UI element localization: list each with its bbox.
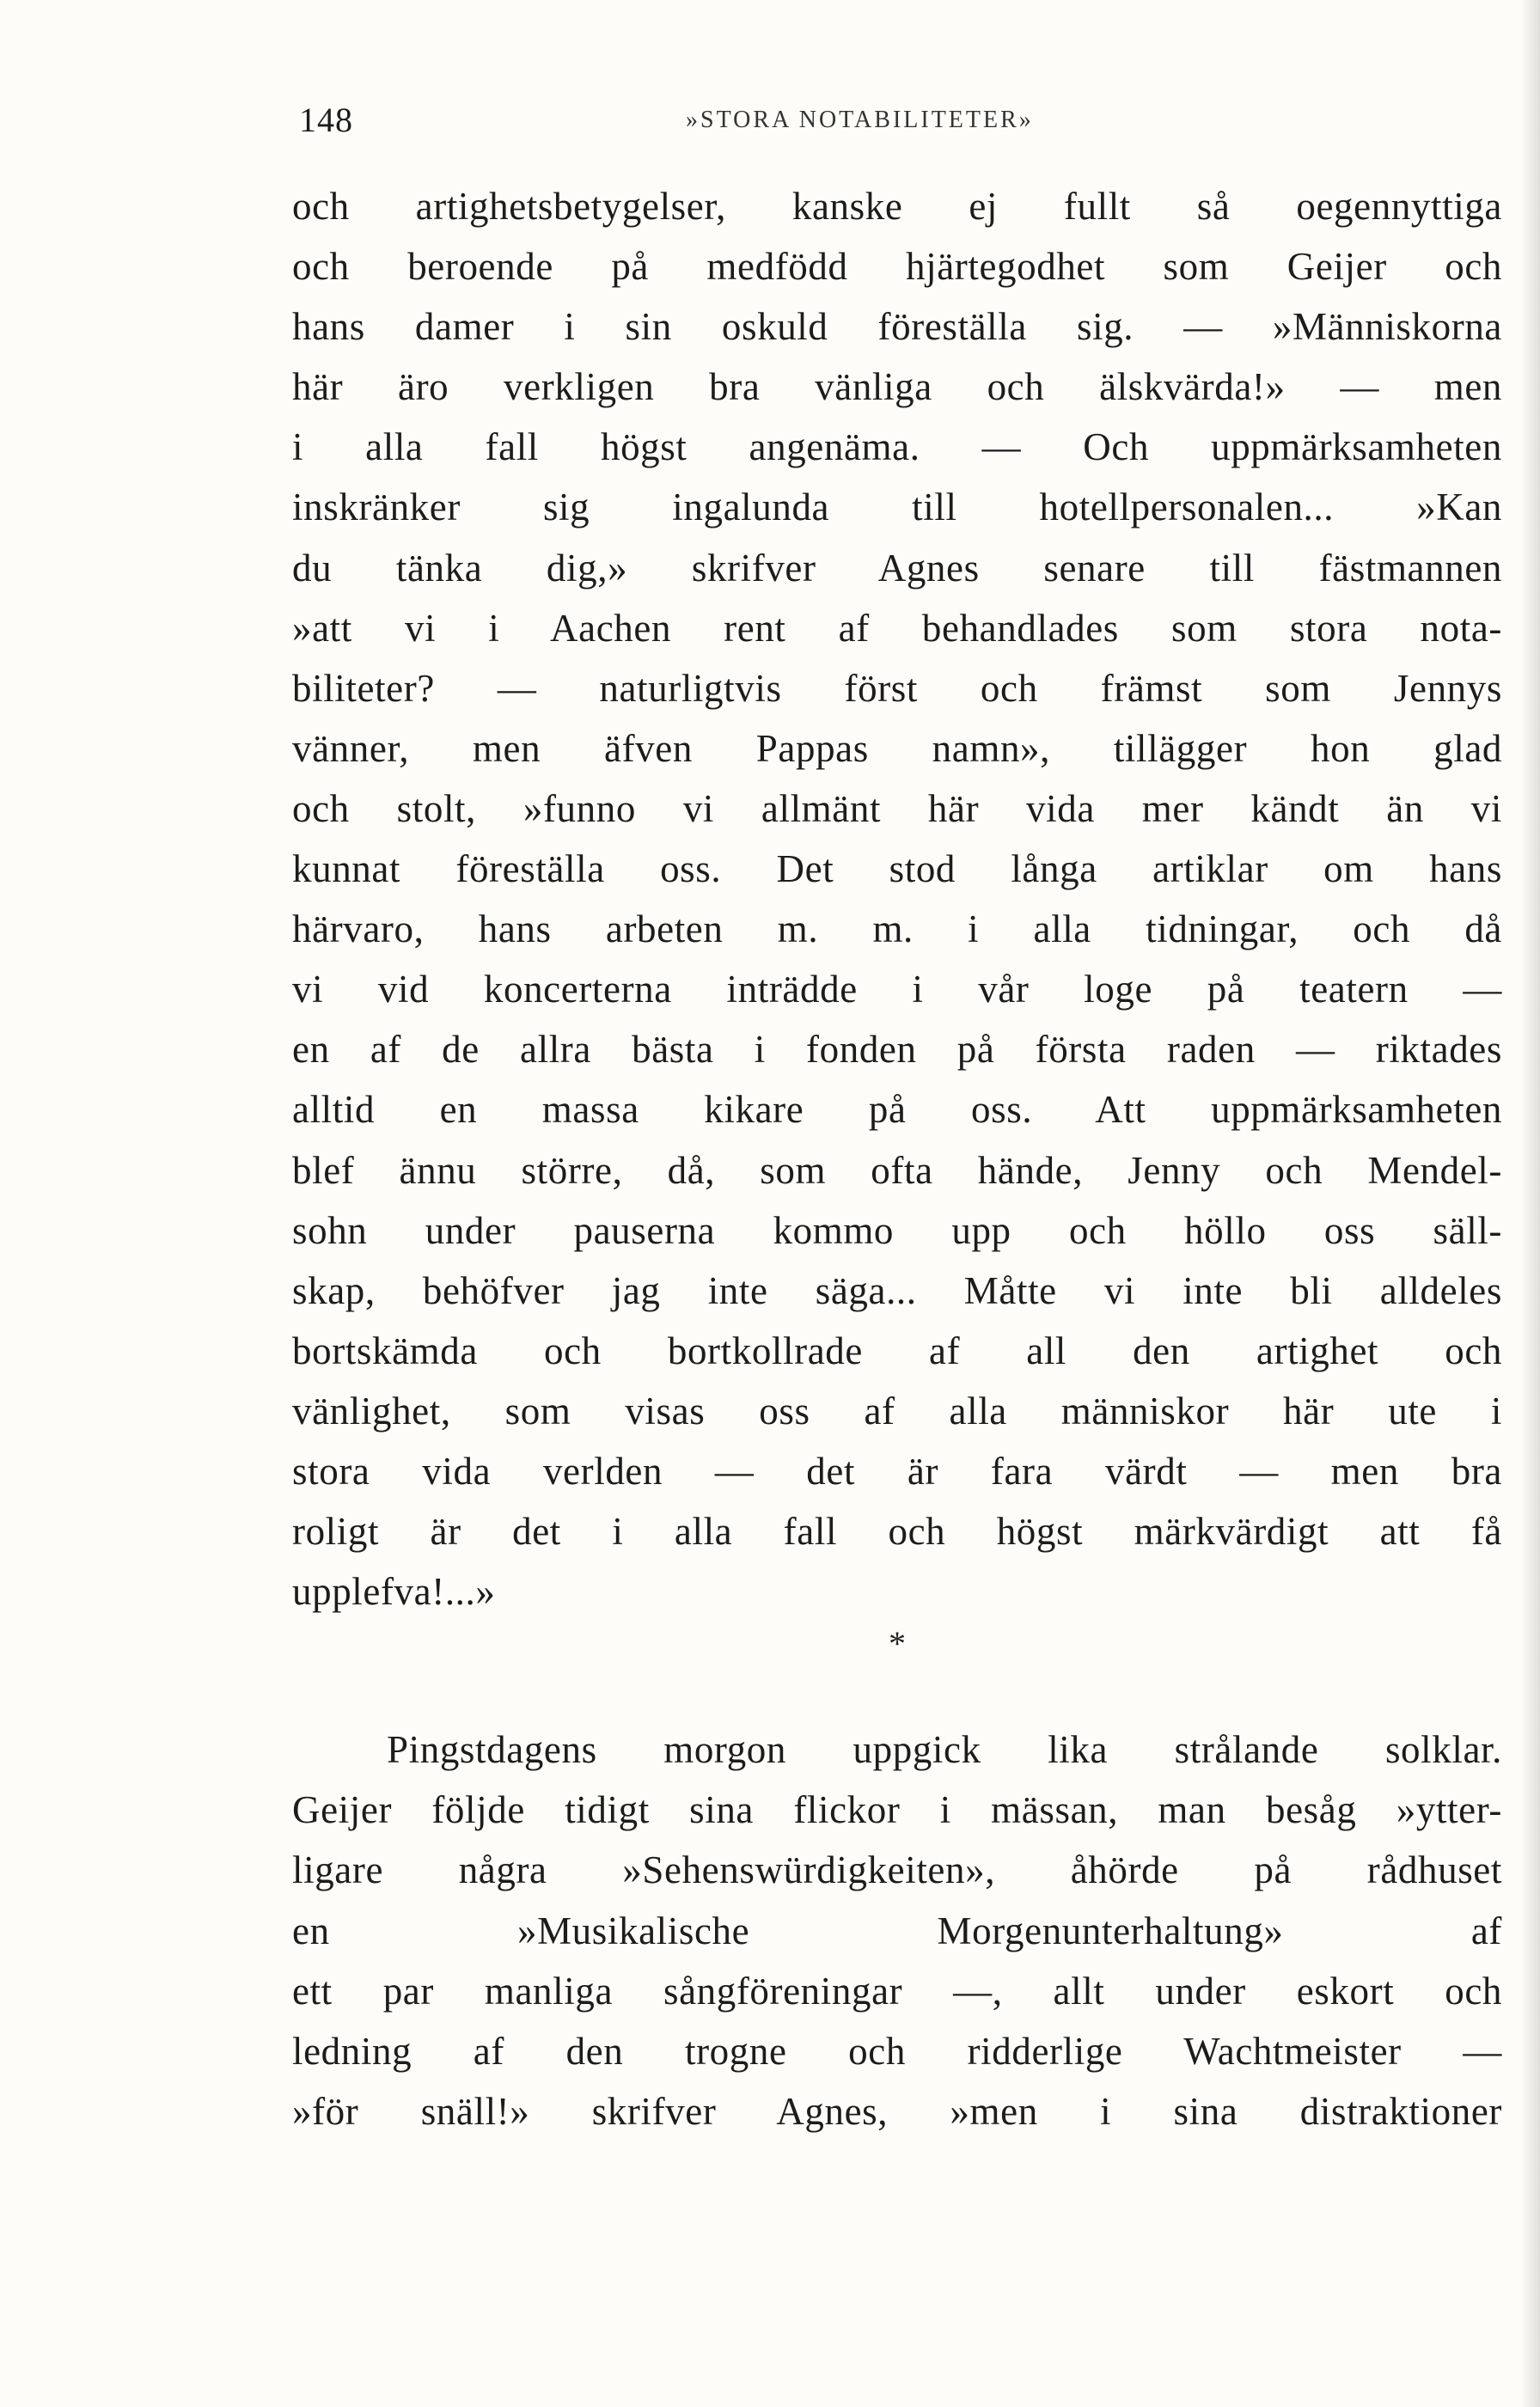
text-line: vänner, men äfven Pappas namn», tillägger hon glad bbox=[292, 726, 1502, 770]
text-line: och beroende på medfödd hjärtegodhet som Geijer och bbox=[292, 245, 1502, 289]
text-line: stora vida verlden — det är fara värdt — men bra bbox=[292, 1449, 1502, 1493]
text-line: ligare några »Sehenswürdigkeiten», åhörde på rådhuset bbox=[292, 1848, 1502, 1892]
text-line: roligt är det i alla fall och högst märkvärdigt att få bbox=[292, 1510, 1502, 1554]
text-line: ledning af den trogne och ridderlige Wachtmeister — bbox=[292, 2029, 1502, 2073]
text-line: en »Musikalische Morgenunterhaltung» af bbox=[292, 1909, 1502, 1952]
text-line: »att vi i Aachen rent af behandlades som stora nota- bbox=[292, 606, 1502, 650]
text-line: Geijer följde tidigt sina flickor i mässan, man besåg »ytter- bbox=[292, 1788, 1502, 1832]
text-line: alltid en massa kikare på oss. Att uppmärksamheten bbox=[292, 1088, 1502, 1132]
text-line: biliteter? — naturligtvis först och främst som Jennys bbox=[292, 666, 1502, 710]
text-line: en af de allra bästa i fonden på första raden — riktades bbox=[292, 1028, 1502, 1072]
paragraph-2 bbox=[292, 1720, 1502, 2141]
text-line: »för snäll!» skrifver Agnes, »men i sina distraktioner bbox=[292, 2089, 1502, 2133]
text-line: och stolt, »funno vi allmänt här vida mer kändt än vi bbox=[292, 786, 1502, 830]
text-line: du tänka dig,» skrifver Agnes senare till fästmannen bbox=[292, 546, 1502, 590]
text-line: och artighetsbetygelser, kanske ej fullt så oegennyttiga bbox=[292, 185, 1502, 228]
paragraph-1 bbox=[292, 176, 1502, 1622]
text-line: inskränker sig ingalunda till hotellpersonalen... »Kan bbox=[292, 486, 1502, 529]
text-line: bortskämda och bortkollrade af all den artighet och bbox=[292, 1329, 1502, 1372]
body-text bbox=[292, 176, 1502, 2141]
text-line: här äro verkligen bra vänliga och älskvärda!» — men bbox=[292, 365, 1502, 409]
section-separator-asterisk: * bbox=[889, 1624, 906, 1664]
text-line: upplefva!...» bbox=[292, 1570, 496, 1614]
text-line: skap, behöfver jag inte säga... Måtte vi inte bli alldeles bbox=[292, 1268, 1502, 1312]
running-title: »STORA NOTABILITETER» bbox=[686, 107, 1034, 133]
page-header bbox=[299, 96, 1502, 144]
page-edge-shadow bbox=[1521, 0, 1540, 2407]
text-line: sohn under pauserna kommo upp och höllo oss säll- bbox=[292, 1208, 1502, 1252]
text-line: hans damer i sin oskuld föreställa sig. — »Människorna bbox=[292, 305, 1502, 349]
text-line: vi vid koncerterna inträdde i vår loge på teatern — bbox=[292, 968, 1502, 1011]
text-line: ett par manliga sångföreningar —, allt under eskort och bbox=[292, 1969, 1502, 2013]
text-line: blef ännu större, då, som ofta hände, Jenny och Mendel- bbox=[292, 1148, 1502, 1192]
text-line: härvaro, hans arbeten m. m. i alla tidningar, och då bbox=[292, 907, 1502, 951]
text-line: vänlighet, som visas oss af alla människor här ute i bbox=[292, 1389, 1502, 1433]
text-line: i alla fall högst angenäma. — Och uppmärksamheten bbox=[292, 425, 1502, 469]
text-line: kunnat föreställa oss. Det stod långa artiklar om hans bbox=[292, 847, 1502, 891]
page-number: 148 bbox=[299, 101, 353, 139]
text-line: Pingstdagens morgon uppgick lika strålande solklar. bbox=[387, 1728, 1502, 1772]
